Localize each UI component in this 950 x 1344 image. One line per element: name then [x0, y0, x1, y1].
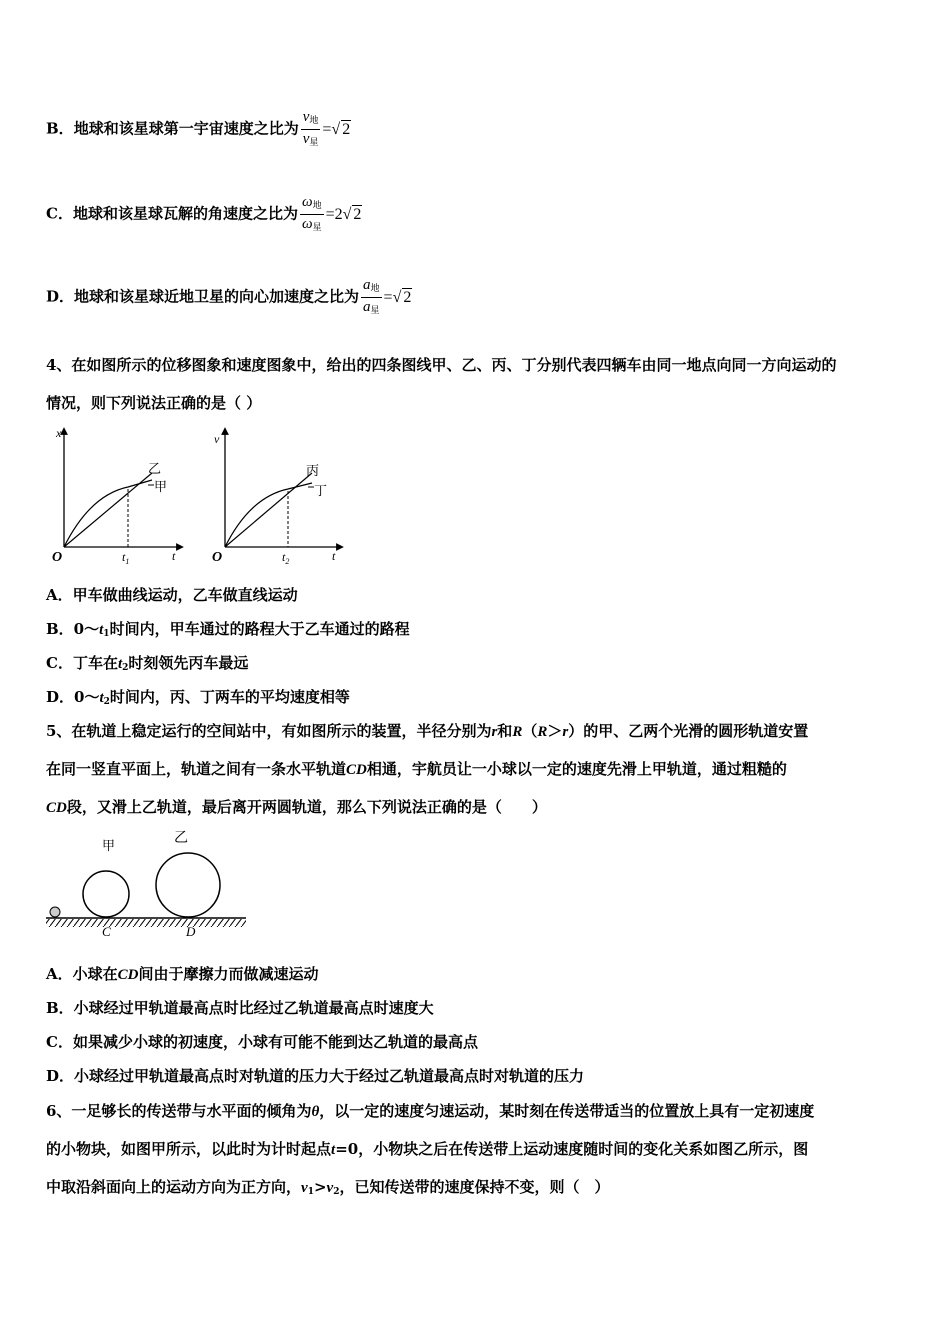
- opt-var: t: [117, 656, 123, 672]
- q3-option-d: [46, 276, 412, 319]
- text: 段，又滑上乙轨道，最后离开两圆轨道，那么下列说法正确的是（ ）: [66, 798, 547, 816]
- opt-pre: B．0～: [46, 620, 100, 638]
- text: 的小物块，如图甲所示，以此时为计时起点: [46, 1140, 332, 1158]
- t1-var: t: [122, 550, 126, 564]
- origin-label: O: [52, 550, 63, 565]
- q5-loop-figure: [44, 822, 250, 940]
- text: 6、一足够长的传送带与水平面的倾角为: [46, 1102, 312, 1120]
- label-c: C: [102, 924, 111, 939]
- text: 间由于摩擦力而做减速运动: [138, 965, 319, 983]
- text: 5、在轨道上稳定运行的空间站中，有如图所示的装置，半径分别为: [46, 722, 492, 740]
- q4-stem-line2: 情况，则下列说法正确的是（ ）: [46, 394, 262, 412]
- q5-option-b: B．小球经过甲轨道最高点时比经过乙轨道最高点时速度大: [46, 999, 434, 1017]
- curve-jia: [64, 480, 152, 547]
- var-R: R: [512, 724, 523, 740]
- var-cd: CD: [46, 800, 67, 816]
- ground-hatch: [46, 919, 246, 927]
- q3-option-b: [46, 108, 351, 151]
- t2-var: t: [282, 550, 286, 564]
- acceleration-ratio-fraction: [361, 276, 382, 319]
- q5-option-a: [46, 963, 319, 984]
- q4-option-d: [46, 686, 350, 707]
- opt-post: 时间内，甲车通过的路程大于乙车通过的路程: [109, 620, 410, 638]
- text: ，以一定的速度匀速运动，某时刻在传送带适当的位置放上具有一定初速度: [319, 1102, 815, 1120]
- num-symbol: v: [302, 109, 310, 125]
- text: 中取沿斜面向上的运动方向为正方向，: [46, 1178, 302, 1196]
- text: 相通，宇航员让一小球以一定的速度先滑上甲轨道，通过粗糙的: [366, 760, 787, 778]
- den-symbol: ω: [301, 216, 313, 232]
- sqrt-value: 2: [353, 206, 362, 223]
- loop-jia: [83, 871, 129, 917]
- q5-stem-line2: [46, 758, 787, 779]
- origin-label: O: [212, 550, 223, 565]
- text: 和: [497, 722, 513, 740]
- num-symbol: a: [363, 277, 371, 293]
- equals-sqrt: =√ 2: [322, 121, 351, 138]
- q5-option-c: C．如果减少小球的初速度，小球有可能不能到达乙轨道的最高点: [46, 1033, 478, 1051]
- num-sub: 地: [370, 283, 380, 293]
- t1-label: [122, 550, 129, 565]
- t1-sub: 1: [125, 557, 130, 565]
- option-text: 地球和该星球近地卫星的向心加速度之比为: [74, 287, 360, 306]
- opt-var: t: [99, 690, 104, 706]
- v2-sub: 2: [333, 1187, 340, 1197]
- option-label: B．: [46, 119, 74, 138]
- x-axis-label: t: [332, 549, 336, 563]
- t2-label: [282, 550, 289, 565]
- q4-graphs: [40, 425, 350, 565]
- opt-sub: 1: [103, 629, 110, 639]
- opt-sub: 2: [122, 663, 129, 673]
- q4-option-c: [46, 652, 248, 673]
- velocity-ratio-fraction: [301, 108, 321, 151]
- opt-post: 时间内，丙、丁两车的平均速度相等: [109, 688, 350, 706]
- opt-post: 时刻领先丙车最远: [128, 654, 249, 672]
- option-text: 地球和该星球第一宇宙速度之比为: [73, 119, 299, 138]
- label-d: D: [186, 924, 196, 939]
- label-bing: 丙: [306, 463, 320, 478]
- curve-ding: [225, 483, 312, 547]
- sqrt-value: 2: [342, 121, 351, 138]
- text: A．小球在: [46, 965, 118, 983]
- q6-stem-line1: [46, 1100, 814, 1121]
- label-jia: 甲: [154, 479, 168, 494]
- ball: [50, 907, 60, 917]
- text: ，小物块之后在传送带上运动速度随时间的变化关系如图乙所示，图: [358, 1140, 809, 1158]
- var-theta: θ: [311, 1104, 320, 1120]
- var-v2: v: [326, 1180, 334, 1196]
- option-label: D．: [46, 287, 75, 306]
- var-cd: CD: [117, 967, 139, 983]
- q4-stem-line1: 4、在如图所示的位移图象和速度图象中，给出的四条图线甲、乙、丙、丁分别代表四辆车由同一地点向同一方向运动的: [46, 356, 837, 374]
- den-sub: 星: [370, 305, 380, 315]
- text: =0: [335, 1140, 359, 1158]
- text: ，已知传送带的速度保持不变，则（ ）: [339, 1178, 610, 1196]
- q6-stem-line3: [46, 1176, 609, 1197]
- coefficient: 2: [334, 206, 343, 223]
- option-text: 地球和该星球瓦解的角速度之比为: [72, 204, 298, 223]
- var-R: R: [537, 724, 548, 740]
- q3-option-c: [46, 193, 362, 236]
- q6-stem-line2: [46, 1138, 808, 1159]
- var-r: r: [562, 724, 569, 740]
- num-sub: 地: [309, 115, 319, 125]
- displacement-graph: [52, 426, 180, 565]
- text: ）的甲、乙两个光滑的圆形轨道安置: [568, 722, 809, 740]
- v1-sub: 1: [307, 1187, 314, 1197]
- equals-sqrt: =2√ 2: [325, 206, 362, 223]
- angular-ratio-fraction: [300, 193, 324, 236]
- q5-stem-line3: [46, 796, 547, 817]
- opt-pre: D．0～: [46, 688, 100, 706]
- option-label: C．: [46, 204, 73, 223]
- label-jia: 甲: [102, 838, 116, 853]
- den-sub: 星: [312, 222, 322, 232]
- text: （: [522, 722, 538, 740]
- label-ding: 丁: [314, 483, 328, 498]
- var-r: r: [491, 724, 498, 740]
- opt-sub: 2: [103, 697, 110, 707]
- var-v1: v: [301, 1180, 308, 1196]
- label-yi: 乙: [148, 461, 162, 476]
- label-yi: 乙: [174, 831, 188, 846]
- q5-option-d: D．小球经过甲轨道最高点时对轨道的压力大于经过乙轨道最高点时对轨道的压力: [46, 1067, 585, 1085]
- loop-yi: [156, 853, 220, 917]
- y-axis-label: x: [56, 426, 62, 440]
- q4-option-b: [46, 618, 410, 639]
- var-t: t: [331, 1142, 336, 1158]
- q5-stem-line1: [46, 720, 808, 741]
- line-yi: [64, 473, 152, 547]
- text: 在同一竖直平面上，轨道之间有一条水平轨道: [46, 760, 347, 778]
- text: >: [313, 1178, 327, 1196]
- opt-var: t: [99, 622, 104, 638]
- x-axis-label: t: [172, 549, 176, 563]
- y-axis-label: v: [214, 432, 220, 446]
- den-sub: 星: [309, 137, 319, 147]
- opt-pre: C．丁车在: [46, 654, 118, 672]
- den-symbol: v: [302, 131, 310, 147]
- num-sub: 地: [312, 200, 322, 210]
- num-symbol: ω: [301, 194, 313, 210]
- sqrt-value: 2: [403, 289, 412, 306]
- den-symbol: a: [363, 299, 371, 315]
- velocity-graph: [212, 431, 340, 565]
- line-bing: [225, 473, 312, 547]
- var-cd: CD: [346, 762, 367, 778]
- t2-sub: 2: [285, 557, 290, 565]
- q4-option-a: A．甲车做曲线运动，乙车做直线运动: [46, 586, 298, 604]
- equals-sqrt: =√ 2: [383, 289, 412, 306]
- text: ＞: [547, 722, 563, 740]
